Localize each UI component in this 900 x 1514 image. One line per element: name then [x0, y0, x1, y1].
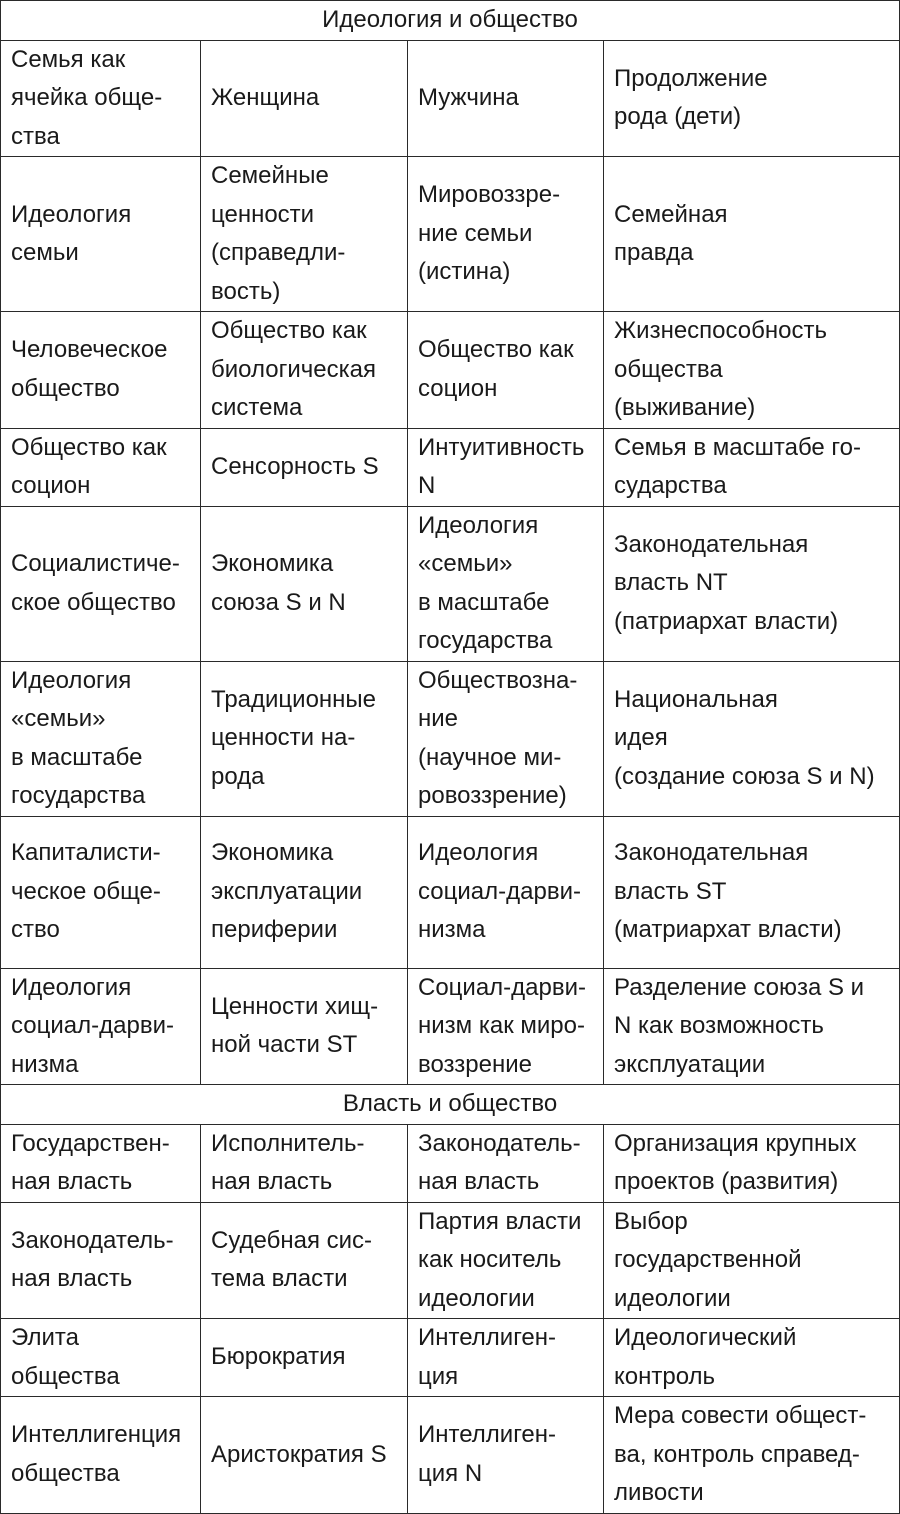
row-label-cell: Интеллигенция общества	[1, 1397, 201, 1514]
table-row	[1, 40, 900, 157]
table-cell: Экономика эксплуатации периферии	[201, 816, 408, 968]
table-cell: Семейная правда	[604, 157, 900, 312]
table-row	[1, 816, 900, 968]
row-label-cell: Человеческое общество	[1, 312, 201, 429]
section-title: Идеология и общество	[1, 1, 900, 41]
table-cell: Организация крупных проектов (развития)	[604, 1124, 900, 1202]
table-row	[1, 157, 900, 312]
table-cell: Идеология социал-дарви- низма	[408, 816, 604, 968]
table-row	[1, 1319, 900, 1397]
table-cell: Бюрократия	[201, 1319, 408, 1397]
table-cell: Интуитивность N	[408, 428, 604, 506]
row-label-cell: Идеология «семьи» в масштабе государства	[1, 661, 201, 816]
table-row	[1, 968, 900, 1085]
table-cell: Идеология «семьи» в масштабе государства	[408, 506, 604, 661]
table-cell: Мировоззре- ние семьи (истина)	[408, 157, 604, 312]
table-cell: Судебная сис- тема власти	[201, 1202, 408, 1319]
table-cell: Сенсорность S	[201, 428, 408, 506]
table-cell: Мера совести общест- ва, контроль справед- ливости	[604, 1397, 900, 1514]
table-cell: Исполнитель- ная власть	[201, 1124, 408, 1202]
table-row	[1, 661, 900, 816]
row-label-cell: Идеология социал-дарви- низма	[1, 968, 201, 1085]
section-heading-row	[1, 1, 900, 41]
table-cell: Партия власти как носитель идеологии	[408, 1202, 604, 1319]
row-label-cell: Семья как ячейка обще- ства	[1, 40, 201, 157]
row-label-cell: Капиталисти- ческое обще- ство	[1, 816, 201, 968]
table-cell: Интеллиген- ция N	[408, 1397, 604, 1514]
table-row	[1, 312, 900, 429]
table-cell: Семья в масштабе го- сударства	[604, 428, 900, 506]
table-cell: Экономика союза S и N	[201, 506, 408, 661]
table-row	[1, 1397, 900, 1514]
table-row	[1, 506, 900, 661]
table-cell: Разделение союза S и N как возможность эксплуатации	[604, 968, 900, 1085]
row-label-cell: Государствен- ная власть	[1, 1124, 201, 1202]
row-label-cell: Социалистиче- ское общество	[1, 506, 201, 661]
table-cell: Мужчина	[408, 40, 604, 157]
section-title: Власть и общество	[1, 1085, 900, 1125]
row-label-cell: Законодатель- ная власть	[1, 1202, 201, 1319]
row-label-cell: Идеология семьи	[1, 157, 201, 312]
table-cell: Ценности хищ- ной части ST	[201, 968, 408, 1085]
table-cell: Общество как биологическая система	[201, 312, 408, 429]
table-cell: Социал-дарви- низм как миро- воззрение	[408, 968, 604, 1085]
table-cell: Интеллиген- ция	[408, 1319, 604, 1397]
table-cell: Женщина	[201, 40, 408, 157]
table-cell: Семейные ценности (справедли- вость)	[201, 157, 408, 312]
table-body	[1, 1, 900, 1514]
table-cell: Жизнеспособность общества (выживание)	[604, 312, 900, 429]
table-cell: Законодательная власть NT (патриархат власти)	[604, 506, 900, 661]
table-cell: Общество как социон	[408, 312, 604, 429]
table-row	[1, 428, 900, 506]
table-cell: Идеологический контроль	[604, 1319, 900, 1397]
table-row	[1, 1202, 900, 1319]
table-row	[1, 1124, 900, 1202]
table-cell: Законодатель- ная власть	[408, 1124, 604, 1202]
table-cell: Обществозна- ние (научное ми- ровоззрение)	[408, 661, 604, 816]
table-cell: Продолжение рода (дети)	[604, 40, 900, 157]
section-heading-row	[1, 1085, 900, 1125]
table-cell: Национальная идея (создание союза S и N)	[604, 661, 900, 816]
table-cell: Аристократия S	[201, 1397, 408, 1514]
row-label-cell: Общество как социон	[1, 428, 201, 506]
table-cell: Выбор государственной идеологии	[604, 1202, 900, 1319]
row-label-cell: Элита общества	[1, 1319, 201, 1397]
table-cell: Законодательная власть ST (матриархат власти)	[604, 816, 900, 968]
table-cell: Традиционные ценности на- рода	[201, 661, 408, 816]
